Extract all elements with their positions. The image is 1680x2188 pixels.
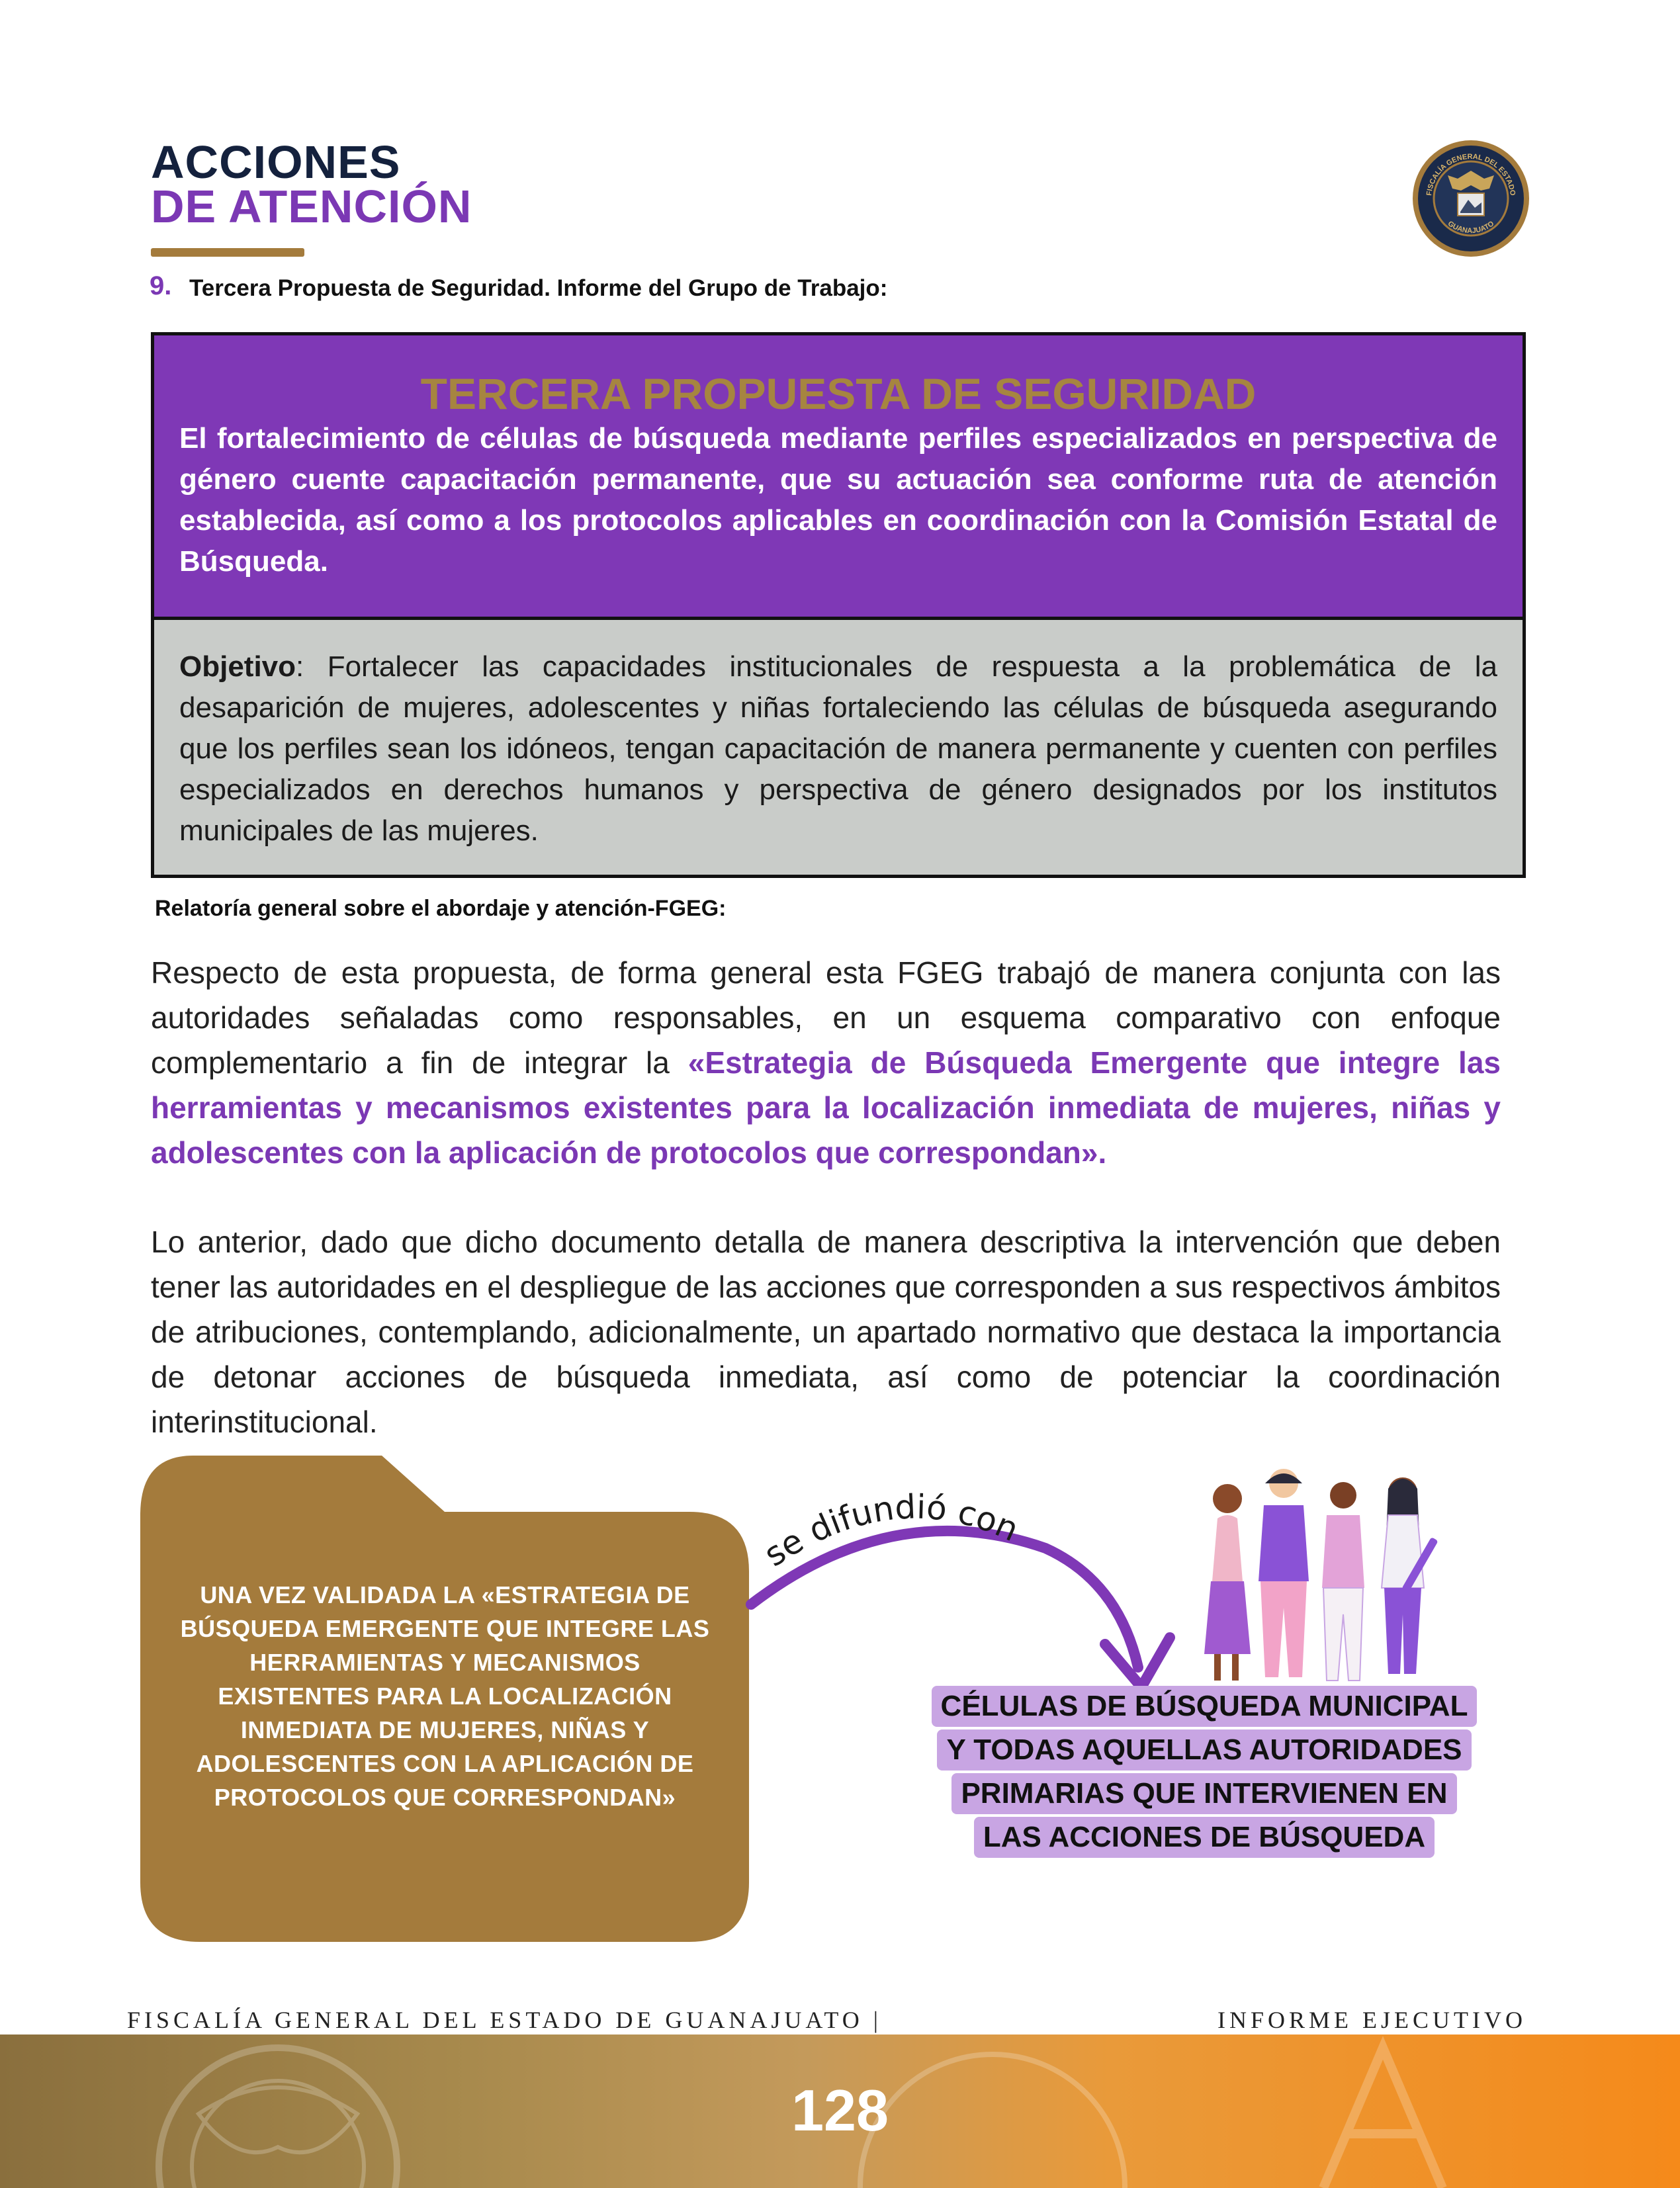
- connector-label: se difundió con: [757, 1487, 1025, 1575]
- objective-text: : Fortalecer las capacidades institucionales de respuesta a la problemática de la desaparición de mujeres, adolescentes y niñas fortaleciendo las células de búsqueda asegurando que los perfiles sean los idóneos, tengan capacitación de manera permanente y cuenten con perfiles especializados en derechos humanos y perspectiva de género designados por los institutos municipales de las mujeres.: [179, 650, 1497, 847]
- section-number: 9.: [150, 271, 172, 300]
- fiscalia-seal-icon: [1411, 139, 1530, 258]
- proposal-box: [151, 332, 1526, 878]
- proposal-title: TERCERA PROPUESTA DE SEGURIDAD: [420, 369, 1257, 418]
- svg-text:FISCALÍA GENERAL DEL ESTADO: FISCALÍA GENERAL DEL ESTADO: [1425, 152, 1517, 197]
- paragraph-1-highlight: «Estrategia de Búsqueda Emergente que integre las herramientas y mecanismos existentes para la localización inmediata de mujeres, niñas y adolescentes con la aplicación de protocolos que correspondan».: [151, 1045, 1501, 1170]
- relatoria-heading: Relatoría general sobre el abordaje y atención-FGEG:: [155, 896, 727, 921]
- proposal-objective: [179, 646, 1497, 852]
- objective-label: Objetivo: [179, 650, 296, 683]
- header-title-line1: ACCIONES: [151, 136, 401, 188]
- paragraph-2: Lo anterior, dado que dicho documento detalla de manera descriptiva la intervención que deben tener las autoridades en el despliegue de las acciones que corresponden a sus respectivos ámbitos de atribuciones, contemplando, adicionalmente, un apartado normativo que destaca la importancia de detonar acciones de búsqueda inmediata, así como de potenciar la coordinación interinstitucional.: [151, 1225, 1501, 1439]
- connector-arrow: [728, 1475, 1191, 1714]
- target-line-1: CÉLULAS DE BÚSQUEDA MUNICIPAL: [932, 1686, 1478, 1727]
- header-title-line2: DE ATENCIÓN: [151, 181, 472, 232]
- target-authorities-label: [900, 1686, 1509, 1860]
- footer-report-name: INFORME EJECUTIVO: [1217, 2007, 1526, 2033]
- target-line-3: PRIMARIAS QUE INTERVIENEN EN: [951, 1773, 1456, 1814]
- people-group-icon: [1191, 1456, 1469, 1694]
- paragraph-1-intro: Respecto de esta propuesta, de forma general esta FGEG trabajó de manera conjunta con las autoridades señaladas como responsables, en un esquema comparativo con enfoque complementario a fin de integrar la: [151, 955, 1501, 1080]
- target-line-4: LAS ACCIONES DE BÚSQUEDA: [974, 1817, 1435, 1858]
- header-underline: [151, 248, 304, 257]
- folder-text: UNA VEZ VALIDADA LA «ESTRATEGIA DE BÚSQUEDA EMERGENTE QUE INTEGRE LAS HERRAMIENTAS Y MECANISMOS EXISTENTES PARA LA LOCALIZACIÓN INMEDIATA DE MUJERES, NIÑAS Y ADOLESCENTES CON LA APLICACIÓN DE PROTOCOLOS QUE CORRESPONDAN»: [180, 1581, 710, 1811]
- paragraph-1: [151, 950, 1501, 1175]
- section-title: Tercera Propuesta de Seguridad. Informe del Grupo de Trabajo:: [189, 275, 888, 301]
- proposal-objective-panel: [154, 620, 1523, 875]
- svg-text:GUANAJUATO: GUANAJUATO: [1446, 220, 1496, 236]
- footer-organization: FISCALÍA GENERAL DEL ESTADO DE GUANAJUATO |: [127, 2007, 882, 2033]
- proposal-description: El fortalecimiento de células de búsqueda mediante perfiles especializados en perspectiva de género cuente capacitación permanente, que su actuación sea conforme ruta de atención establecida, así como a los protocolos aplicables en coordinación con la Comisión Estatal de Búsqueda.: [179, 422, 1497, 578]
- target-line-2: Y TODAS AQUELLAS AUTORIDADES: [937, 1729, 1471, 1771]
- proposal-header: [154, 335, 1523, 620]
- page-number: 128: [791, 2078, 889, 2143]
